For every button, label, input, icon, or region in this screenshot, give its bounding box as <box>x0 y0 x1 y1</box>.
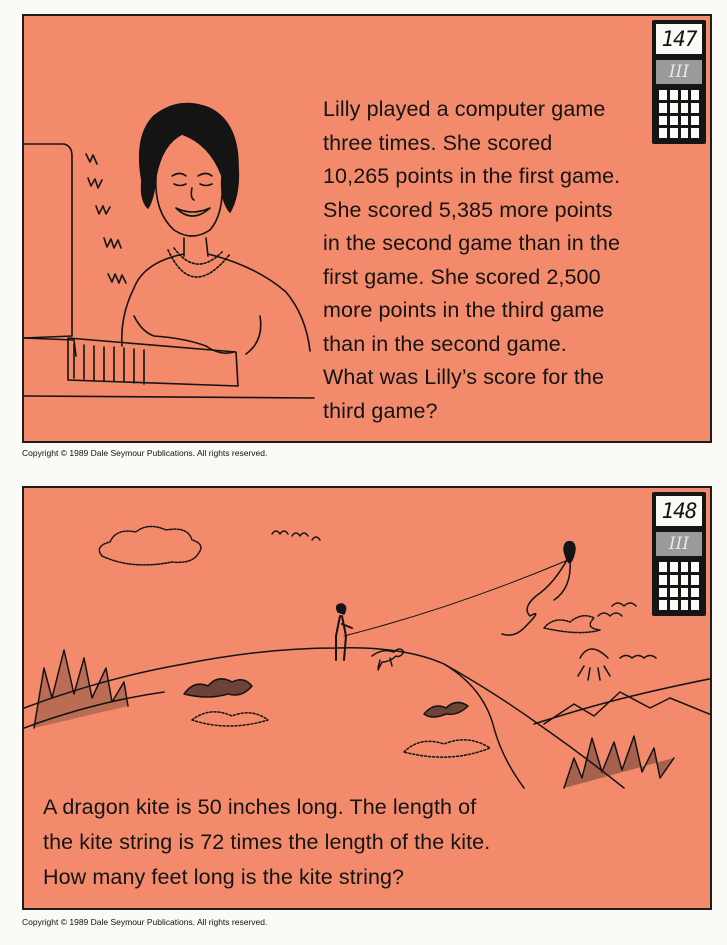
copyright-notice: Copyright © 1989 Dale Seymour Publications. All rights reserved. <box>22 448 268 458</box>
calculator-keys <box>659 90 699 138</box>
girl-at-computer-illustration <box>24 16 324 441</box>
problem-card-148 <box>22 486 712 910</box>
copyright-notice: Copyright © 1989 Dale Seymour Publications. All rights reserved. <box>22 917 268 927</box>
level-badge: III <box>656 532 702 556</box>
card-number: 147 <box>656 24 702 54</box>
calculator-keys <box>659 562 699 610</box>
calculator-icon <box>652 492 706 616</box>
problem-text: A dragon kite is 50 inches long. The length of the kite string is 72 times the length of the kite. How many feet long is the kite string? <box>43 795 491 889</box>
problem-text: Lilly played a computer game three times. She scored 10,265 points in the first game. She scored 5,385 more points in the second game than in the first game. She scored 2,500 more points in the third game than in the second game. What was Lilly’s score for the third game? <box>323 97 621 423</box>
calculator-icon <box>652 20 706 144</box>
card-number: 148 <box>656 496 702 526</box>
level-badge: III <box>656 60 702 84</box>
problem-card-147 <box>22 14 712 443</box>
